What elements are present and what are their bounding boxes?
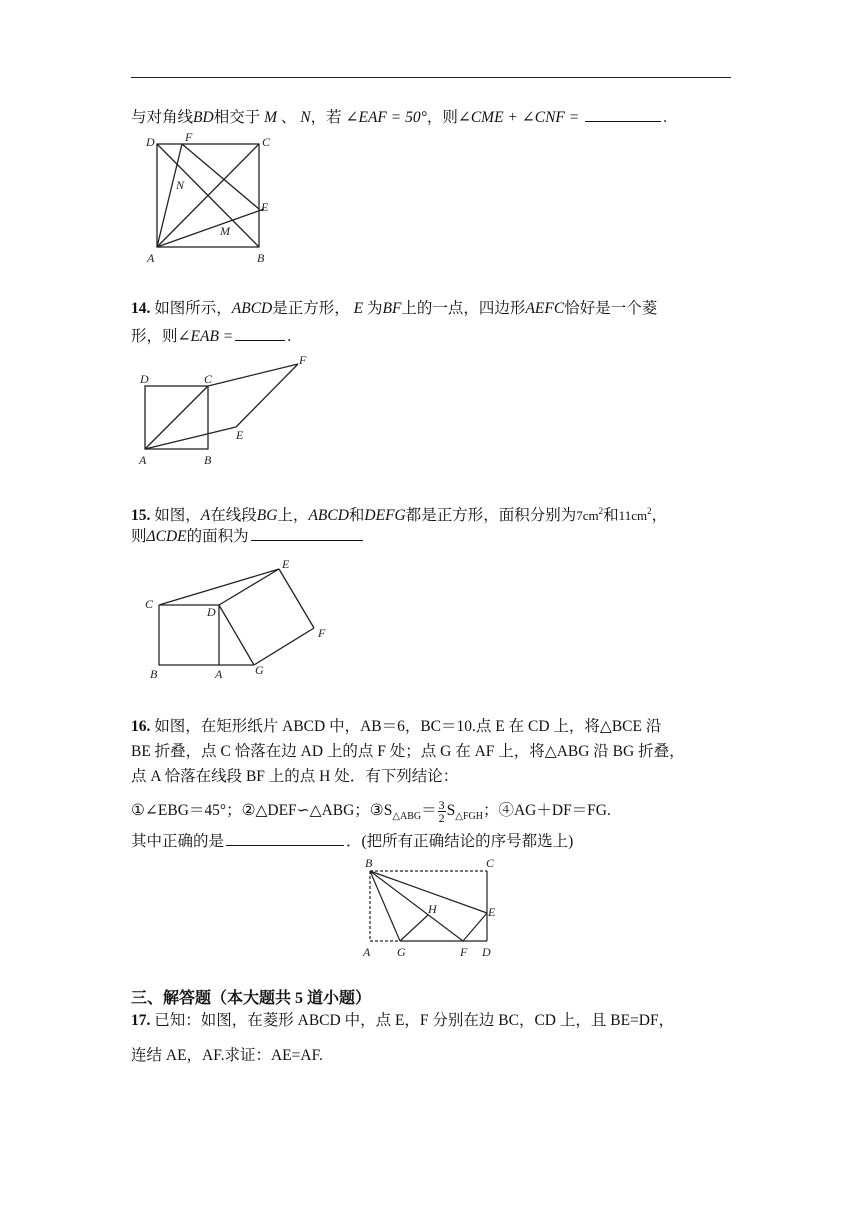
label-H: H — [428, 902, 437, 916]
q16-line1: 16. 如图，在矩形纸片 ABCD 中，AB＝6，BC＝10.点 E 在 CD 上，将△BCE 沿 — [131, 718, 662, 735]
q14-line1: 14. 如图所示，ABCD是正方形， E 为BF上的一点，四边形AEFC恰好是一个菱 — [131, 300, 658, 317]
q16-line5: 其中正确的是 ．(把所有正确结论的序号都选上) — [131, 830, 573, 853]
label-D: D — [146, 135, 155, 149]
q14-line2: 形，则∠EAB = . — [131, 325, 291, 348]
label-F: F — [460, 945, 468, 959]
q17-line1: 17. 已知：如图，在菱形 ABCD 中，点 E，F 分别在边 BC，CD 上，且 BE=DF， — [131, 1012, 675, 1029]
fraction-3-2: $\frac{3}{2}$ — [438, 797, 445, 825]
q16-line2: BE 折叠，点 C 恰落在边 AD 上的点 F 处；点 G 在 AF 上，将△ABG 沿 BG 折叠， — [131, 743, 685, 760]
label-F: F — [185, 130, 193, 144]
q13-text: 与对角线BD相交于 M 、 N，若 ∠EAF = 50°，则∠CME + ∠CNF = . — [131, 106, 667, 129]
label-C: C — [262, 135, 271, 149]
answer-blank-13[interactable] — [585, 106, 661, 122]
answer-blank-14[interactable] — [235, 325, 285, 341]
label-E: E — [488, 905, 496, 919]
answer-blank-15[interactable] — [251, 525, 363, 541]
label-C: C — [486, 856, 495, 870]
figure-13 — [140, 130, 290, 266]
q15-line2: 则ΔCDE的面积为 — [131, 525, 365, 548]
label-F: F — [299, 353, 307, 367]
label-G: G — [255, 663, 264, 677]
label-B: B — [257, 251, 265, 265]
label-D: D — [482, 945, 491, 959]
q17-line2: 连结 AE，AF.求证：AE=AF. — [131, 1047, 323, 1064]
label-E: E — [236, 428, 244, 442]
header-rule — [131, 77, 731, 78]
q15-line1: 15. 如图，A在线段BG上，ABCD和DEFG都是正方形，面积分别为$7cm^2$和$11cm^2$， — [131, 506, 668, 525]
label-A: A — [139, 453, 147, 467]
figure-16 — [360, 856, 510, 962]
label-C: C — [145, 597, 154, 611]
label-D: D — [140, 372, 149, 386]
label-B: B — [365, 856, 373, 870]
label-G: G — [397, 945, 406, 959]
label-E: E — [282, 557, 290, 571]
figure-14 — [136, 352, 316, 472]
figure-15 — [142, 556, 342, 686]
label-A: A — [363, 945, 371, 959]
label-F: F — [318, 626, 326, 640]
label-B: B — [150, 667, 158, 681]
label-D: D — [207, 605, 216, 619]
q16-conclusions: ①∠EBG＝45°；②△DEF∽△ABG；$③S_{\triangle ABG}=$ $\frac{3}{2}$ $S_{\triangle FGH}$；④AG＋DF＝FG. — [131, 797, 611, 825]
label-C: C — [204, 372, 213, 386]
label-A: A — [215, 667, 223, 681]
section-3-title: 三、解答题（本大题共 5 道小题） — [131, 990, 372, 1007]
label-A: A — [147, 251, 155, 265]
label-E: E — [261, 200, 269, 214]
answer-blank-16[interactable] — [226, 830, 344, 846]
label-M: M — [220, 224, 230, 238]
label-B: B — [204, 453, 212, 467]
q16-line3: 点 A 恰落在线段 BF 上的点 H 处．有下列结论： — [131, 768, 459, 785]
label-N: N — [176, 178, 185, 192]
